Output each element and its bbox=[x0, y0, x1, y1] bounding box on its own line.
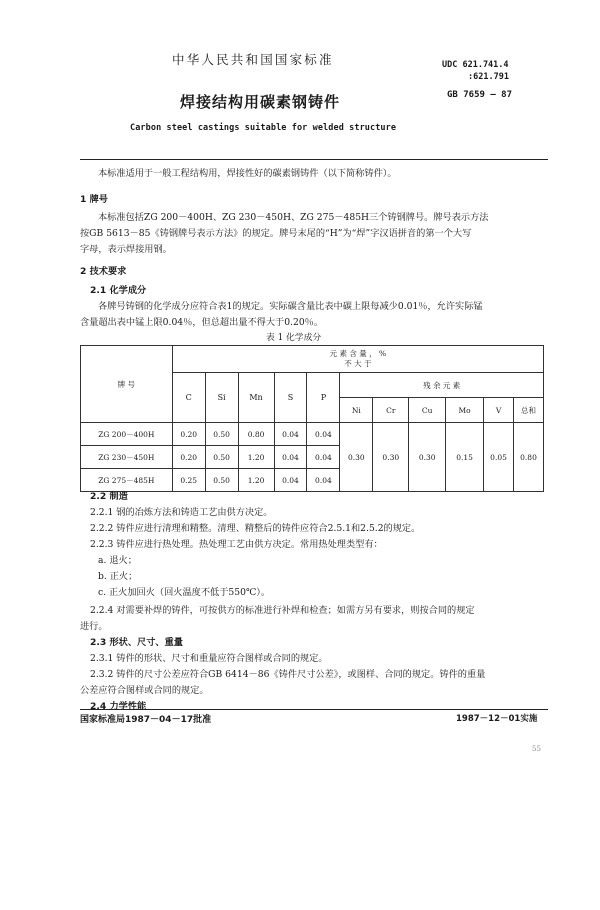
col-mo: Mo bbox=[446, 398, 484, 423]
residual-cu: 0.30 bbox=[409, 423, 446, 492]
row-grade: ZG 275－485H bbox=[81, 469, 173, 492]
chemical-composition-table bbox=[80, 345, 544, 492]
cell: 0.25 bbox=[172, 469, 205, 492]
residual-cr: 0.30 bbox=[373, 423, 409, 492]
cell: 0.04 bbox=[307, 446, 340, 469]
intro-paragraph: 本标准适用于一般工程结构用，焊接性好的碳素钢铸件（以下简称铸件）。 bbox=[98, 168, 397, 179]
residual-header: 残 余 元 素 bbox=[340, 373, 544, 398]
col-p: P bbox=[307, 373, 340, 423]
section-1-line-1: 本标准包括ZG 200－400H、ZG 230－450H、ZG 275－485H三个铸钢牌号。牌号表示方法 bbox=[98, 212, 489, 223]
cell: 0.04 bbox=[274, 469, 307, 492]
section-2-3-2-line-2: 公差应符合图样或合同的规定。 bbox=[80, 685, 209, 696]
row-grade: ZG 200－400H bbox=[81, 423, 173, 446]
list-item-a: a. 退火； bbox=[98, 555, 137, 566]
english-title: Carbon steel castings suitable for welded structure bbox=[130, 123, 397, 133]
list-item-c: c. 正火加回火（回火温度不低于550℃）。 bbox=[98, 587, 271, 598]
section-2-3-2-line-1: 2.3.2 铸件的尺寸公差应符合GB 6414－86《铸件尺寸公差》，或图样、合同的规定。铸件的重量 bbox=[90, 669, 486, 680]
header-divider bbox=[80, 159, 548, 160]
section-2-1-line-1: 各牌号铸钢的化学成分应符合表1的规定。实际碳含量比表中碳上限每减少0.01％，允许实际锰 bbox=[98, 301, 483, 312]
residual-total: 0.80 bbox=[514, 423, 544, 492]
section-2-2-3: 2.2.3 铸件应进行热处理。热处理工艺由供方决定。常用热处理类型有： bbox=[90, 539, 383, 550]
list-item-b: b. 正火； bbox=[98, 571, 138, 582]
row-grade: ZG 230－450H bbox=[81, 446, 173, 469]
standard-title: 中华人民共和国国家标准 bbox=[172, 52, 334, 67]
section-2-3-1: 2.3.1 铸件的形状、尺寸和重量应符合图样或合同的规定。 bbox=[90, 653, 328, 664]
section-2-2-1: 2.2.1 钢的冶炼方法和铸造工艺由供方决定。 bbox=[90, 507, 273, 518]
section-2-2-4-line-1: 2.2.4 对需要补焊的铸件，可按供方的标准进行补焊和检查；如需方另有要求，则按合同的规定 bbox=[90, 605, 475, 616]
approval-date: 国家标准局1987－04－17批准 bbox=[80, 715, 212, 725]
cell: 0.50 bbox=[205, 469, 238, 492]
udc-code-sub: :621.791 bbox=[468, 72, 509, 82]
document-title: 焊接结构用碳素钢铸件 bbox=[180, 93, 341, 111]
gb-number: GB 7659 — 87 bbox=[447, 90, 513, 100]
footer-divider bbox=[80, 709, 548, 710]
section-2-4-heading: 2.4 力学性能 bbox=[90, 701, 147, 712]
cell: 0.04 bbox=[274, 423, 307, 446]
cell: 0.04 bbox=[307, 423, 340, 446]
effective-date: 1987－12－01实施 bbox=[456, 714, 538, 724]
cell: 0.04 bbox=[307, 469, 340, 492]
residual-v: 0.05 bbox=[484, 423, 514, 492]
elements-sub-text: 不 大 于 bbox=[344, 359, 372, 368]
section-2-1-line-2: 含量超出表中锰上限0.04％，但总超出量不得大于0.20％。 bbox=[80, 317, 324, 328]
col-s: S bbox=[274, 373, 307, 423]
col-mn: Mn bbox=[238, 373, 274, 423]
section-1-line-3: 字母，表示焊接用钢。 bbox=[80, 244, 172, 255]
section-2-2-2: 2.2.2 铸件应进行清理和精整。清理、精整后的铸件应符合2.5.1和2.5.2的规定。 bbox=[90, 523, 421, 534]
page-number: 55 bbox=[532, 745, 541, 753]
section-2-1-heading: 2.1 化学成分 bbox=[90, 285, 147, 296]
table-row bbox=[81, 423, 544, 446]
udc-code: UDC 621.741.4 bbox=[442, 60, 509, 70]
cell: 1.20 bbox=[238, 469, 274, 492]
grade-header: 牌 号 bbox=[81, 346, 173, 423]
residual-ni: 0.30 bbox=[340, 423, 373, 492]
col-cr: Cr bbox=[373, 398, 409, 423]
cell: 0.20 bbox=[172, 423, 205, 446]
col-c: C bbox=[172, 373, 205, 423]
section-1-line-2: 按GB 5613－85《铸钢牌号表示方法》的规定。牌号末尾的“H”为“焊”字汉语拼音的第一个大写 bbox=[80, 228, 472, 239]
section-1-heading: 1 牌号 bbox=[80, 194, 108, 205]
residual-mo: 0.15 bbox=[446, 423, 484, 492]
cell: 0.04 bbox=[274, 446, 307, 469]
section-2-2-heading: 2.2 制造 bbox=[90, 491, 128, 502]
col-cu: Cu bbox=[409, 398, 446, 423]
section-2-heading: 2 技术要求 bbox=[80, 266, 127, 277]
elements-header-text: 元 素 含 量 ， % bbox=[329, 349, 387, 358]
cell: 0.20 bbox=[172, 446, 205, 469]
elements-header bbox=[172, 346, 543, 373]
col-v: V bbox=[484, 398, 514, 423]
table-caption: 表 1 化学成分 bbox=[266, 333, 322, 343]
cell: 0.50 bbox=[205, 423, 238, 446]
section-2-2-4-line-2: 进行。 bbox=[80, 621, 108, 632]
col-si: Si bbox=[205, 373, 238, 423]
cell: 0.80 bbox=[238, 423, 274, 446]
col-ni: Ni bbox=[340, 398, 373, 423]
cell: 0.50 bbox=[205, 446, 238, 469]
col-total: 总和 bbox=[514, 398, 544, 423]
section-2-3-heading: 2.3 形状、尺寸、重量 bbox=[90, 637, 183, 648]
cell: 1.20 bbox=[238, 446, 274, 469]
